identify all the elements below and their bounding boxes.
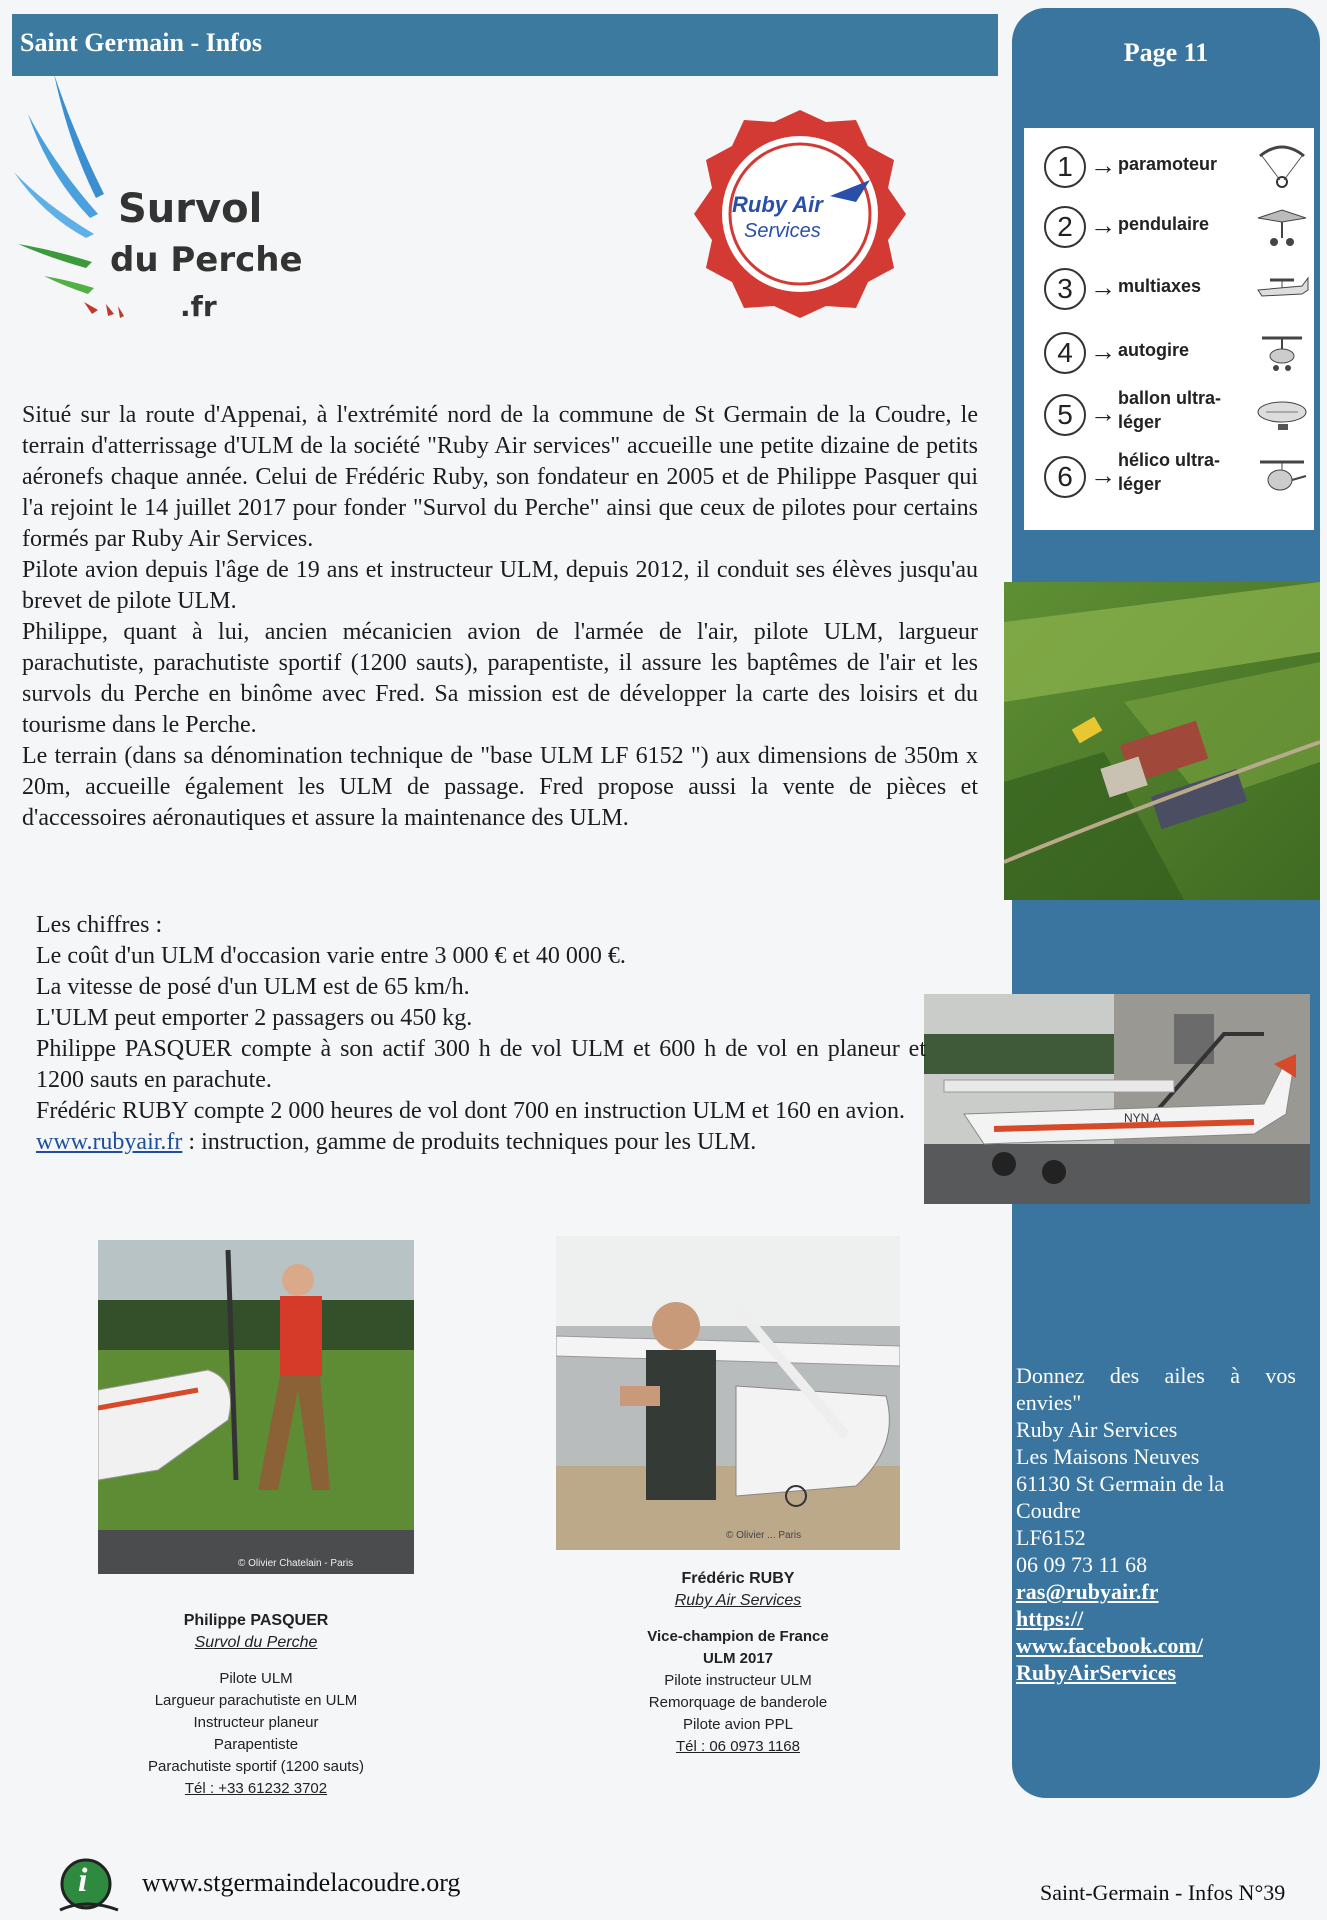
legend-label: ballon ultra-léger	[1118, 388, 1221, 432]
header-title: Saint Germain - Infos	[20, 28, 262, 57]
person-name: Frédéric RUBY	[681, 1570, 795, 1587]
article-paragraph: Pilote avion depuis l'âge de 19 ans et instructeur ULM, depuis 2012, il conduit ses élèves jusqu'au brevet de pilote ULM.	[22, 557, 978, 614]
facebook-link[interactable]: RubyAirServices	[1016, 1660, 1177, 1685]
logo-text-survol: Survol	[118, 186, 263, 232]
balloon-icon	[1254, 390, 1310, 438]
plane-registration: NYN.A	[1124, 1111, 1161, 1125]
contact-block	[1016, 1362, 1296, 1686]
legend-item	[1044, 198, 1314, 254]
legend-item	[1044, 448, 1314, 504]
legend-number: 5	[1044, 394, 1086, 436]
aerial-airfield-photo	[1004, 582, 1320, 900]
person-role: Instructeur planeur	[193, 1714, 319, 1731]
info-icon	[56, 1858, 120, 1914]
figure-item: L'ULM peut emporter 2 passagers ou 450 kg.	[36, 1005, 473, 1031]
address-line: 61130 St Germain de la	[1016, 1471, 1225, 1496]
survol-du-perche-logo	[14, 74, 314, 334]
arrow-icon: →	[1090, 336, 1116, 366]
caption-ruby	[588, 1568, 888, 1758]
seal-text-services: Services	[744, 220, 821, 242]
person-title: Vice-champion de France	[647, 1628, 829, 1645]
facebook-link[interactable]: www.facebook.com/	[1016, 1633, 1203, 1658]
philippe-pasquer-photo	[98, 1240, 414, 1574]
figures-heading: Les chiffres :	[36, 912, 163, 938]
arrow-icon: →	[1090, 210, 1116, 240]
arrow-icon: →	[1090, 460, 1116, 490]
seal-text-ruby: Ruby Air	[732, 192, 823, 217]
address-line: Coudre	[1016, 1498, 1081, 1523]
person-role: Parapentiste	[213, 1736, 299, 1753]
page-number: Page 11	[1123, 38, 1209, 67]
arrow-icon: →	[1090, 272, 1116, 302]
person-role: Pilote ULM	[219, 1670, 293, 1687]
person-role: Remorquage de banderole	[648, 1694, 828, 1711]
person-org: Ruby Air Services	[674, 1592, 802, 1609]
slogan-line: Donnez des ailes à vos	[1016, 1363, 1296, 1388]
airfield-code: LF6152	[1016, 1525, 1086, 1550]
legend-number: 6	[1044, 456, 1086, 498]
header-bar	[12, 14, 998, 76]
legend-label: hélico ultra-léger	[1118, 450, 1221, 494]
article-paragraph: Le terrain (dans sa dénomination technique de "base ULM LF 6152 ") aux dimensions de 350m x 20m, accueille également les ULM de passage. Fred propose aussi la vente de pièces et d'accessoires aéronautiques et assure la maintenance des ULM.	[22, 743, 978, 831]
figure-item: La vitesse de posé d'un ULM est de 65 km/h.	[36, 974, 470, 1000]
person-phone[interactable]: Tél : +33 61232 3702	[184, 1780, 328, 1797]
figure-item: Le coût d'un ULM d'occasion varie entre 3 000 € et 40 000 €.	[36, 943, 626, 969]
legend-label: paramoteur	[1118, 154, 1218, 174]
key-figures	[36, 910, 926, 1158]
wing-logo-icon	[14, 74, 124, 334]
legend-label: autogire	[1118, 340, 1190, 360]
address-line: Les Maisons Neuves	[1016, 1444, 1200, 1469]
figure-item: Philippe PASQUER compte à son actif 300 h de vol ULM et 600 h de vol en planeur et 1200 sauts en parachute.	[36, 1036, 926, 1093]
info-letter: i	[78, 1862, 88, 1899]
rubyair-link[interactable]: www.rubyair.fr	[36, 1129, 183, 1155]
photo-credit: © Olivier ... Paris	[726, 1530, 802, 1541]
legend-number: 1	[1044, 146, 1086, 188]
article-paragraph: Philippe, quant à lui, ancien mécanicien avion de l'armée de l'air, pilote ULM, largueur parachutiste, parachutiste sportif (1200 sauts), parapentiste, il assure les baptêmes de l'air et les survols du Perche en binôme avec Fred. Sa mission est de développer la carte des loisirs et du tourisme dans le Perche.	[22, 619, 978, 738]
slogan-line: envies"	[1016, 1390, 1082, 1415]
caption-pasquer	[106, 1610, 406, 1800]
paramotor-icon	[1254, 142, 1310, 190]
autogyro-icon	[1254, 328, 1310, 376]
legend-item	[1044, 260, 1314, 316]
article-body	[22, 400, 978, 834]
helicopter-icon	[1254, 452, 1310, 500]
parked-ulm-photo	[924, 994, 1310, 1204]
trike-icon	[1254, 202, 1310, 250]
logo-text-perche: du Perche	[110, 240, 303, 280]
website-line	[36, 1127, 926, 1158]
arrow-icon: →	[1090, 398, 1116, 428]
footer-website[interactable]: www.stgermaindelacoudre.org	[142, 1868, 461, 1897]
email-link[interactable]: ras@rubyair.fr	[1016, 1579, 1159, 1604]
footer-issue: Saint-Germain - Infos N°39	[1040, 1880, 1286, 1905]
company-name: Ruby Air Services	[1016, 1417, 1178, 1442]
person-role: Pilote instructeur ULM	[664, 1672, 812, 1689]
legend-item	[1044, 324, 1314, 380]
legend-number: 3	[1044, 268, 1086, 310]
person-role: Largueur parachutiste en ULM	[154, 1692, 358, 1709]
phone-number[interactable]: 06 09 73 11 68	[1016, 1552, 1148, 1577]
person-role: Pilote avion PPL	[682, 1716, 794, 1733]
legend-item	[1044, 386, 1314, 442]
figure-item: Frédéric RUBY compte 2 000 heures de vol dont 700 en instruction ULM et 160 en avion.	[36, 1098, 905, 1124]
ruby-air-services-seal	[680, 110, 920, 318]
facebook-link[interactable]: https://	[1016, 1606, 1084, 1631]
airplane-icon	[1254, 264, 1310, 312]
person-name: Philippe PASQUER	[183, 1612, 329, 1629]
person-phone[interactable]: Tél : 06 0973 1168	[676, 1738, 800, 1755]
frederic-ruby-photo	[556, 1236, 900, 1550]
link-description: : instruction, gamme de produits techniques pour les ULM.	[182, 1129, 757, 1155]
logo-text-tld: .fr	[180, 290, 217, 323]
person-role: Parachutiste sportif (1200 sauts)	[148, 1758, 364, 1775]
person-org: Survol du Perche	[194, 1634, 318, 1651]
legend-label: multiaxes	[1118, 276, 1202, 296]
legend-item	[1044, 138, 1314, 194]
legend-number: 2	[1044, 206, 1086, 248]
legend-label: pendulaire	[1118, 214, 1210, 234]
arrow-icon: →	[1090, 150, 1116, 180]
ulm-class-legend	[1024, 128, 1314, 530]
article-paragraph: Situé sur la route d'Appenai, à l'extrémité nord de la commune de St Germain de la Coudre, le terrain d'atterrissage d'ULM de la société "Ruby Air services" accueille une petite dizaine de petits aéronefs chaque année. Celui de Frédéric Ruby, son fondateur en 2005 et de Philippe Pasquer qui l'a rejoint le 14 juillet 2017 pour fonder "Survol du Perche" ainsi que ceux de pilotes pour certains formés par Ruby Air Services.	[22, 402, 978, 552]
photo-credit: © Olivier Chatelain - Paris	[238, 1558, 354, 1569]
person-title: ULM 2017	[702, 1650, 774, 1667]
legend-number: 4	[1044, 332, 1086, 374]
